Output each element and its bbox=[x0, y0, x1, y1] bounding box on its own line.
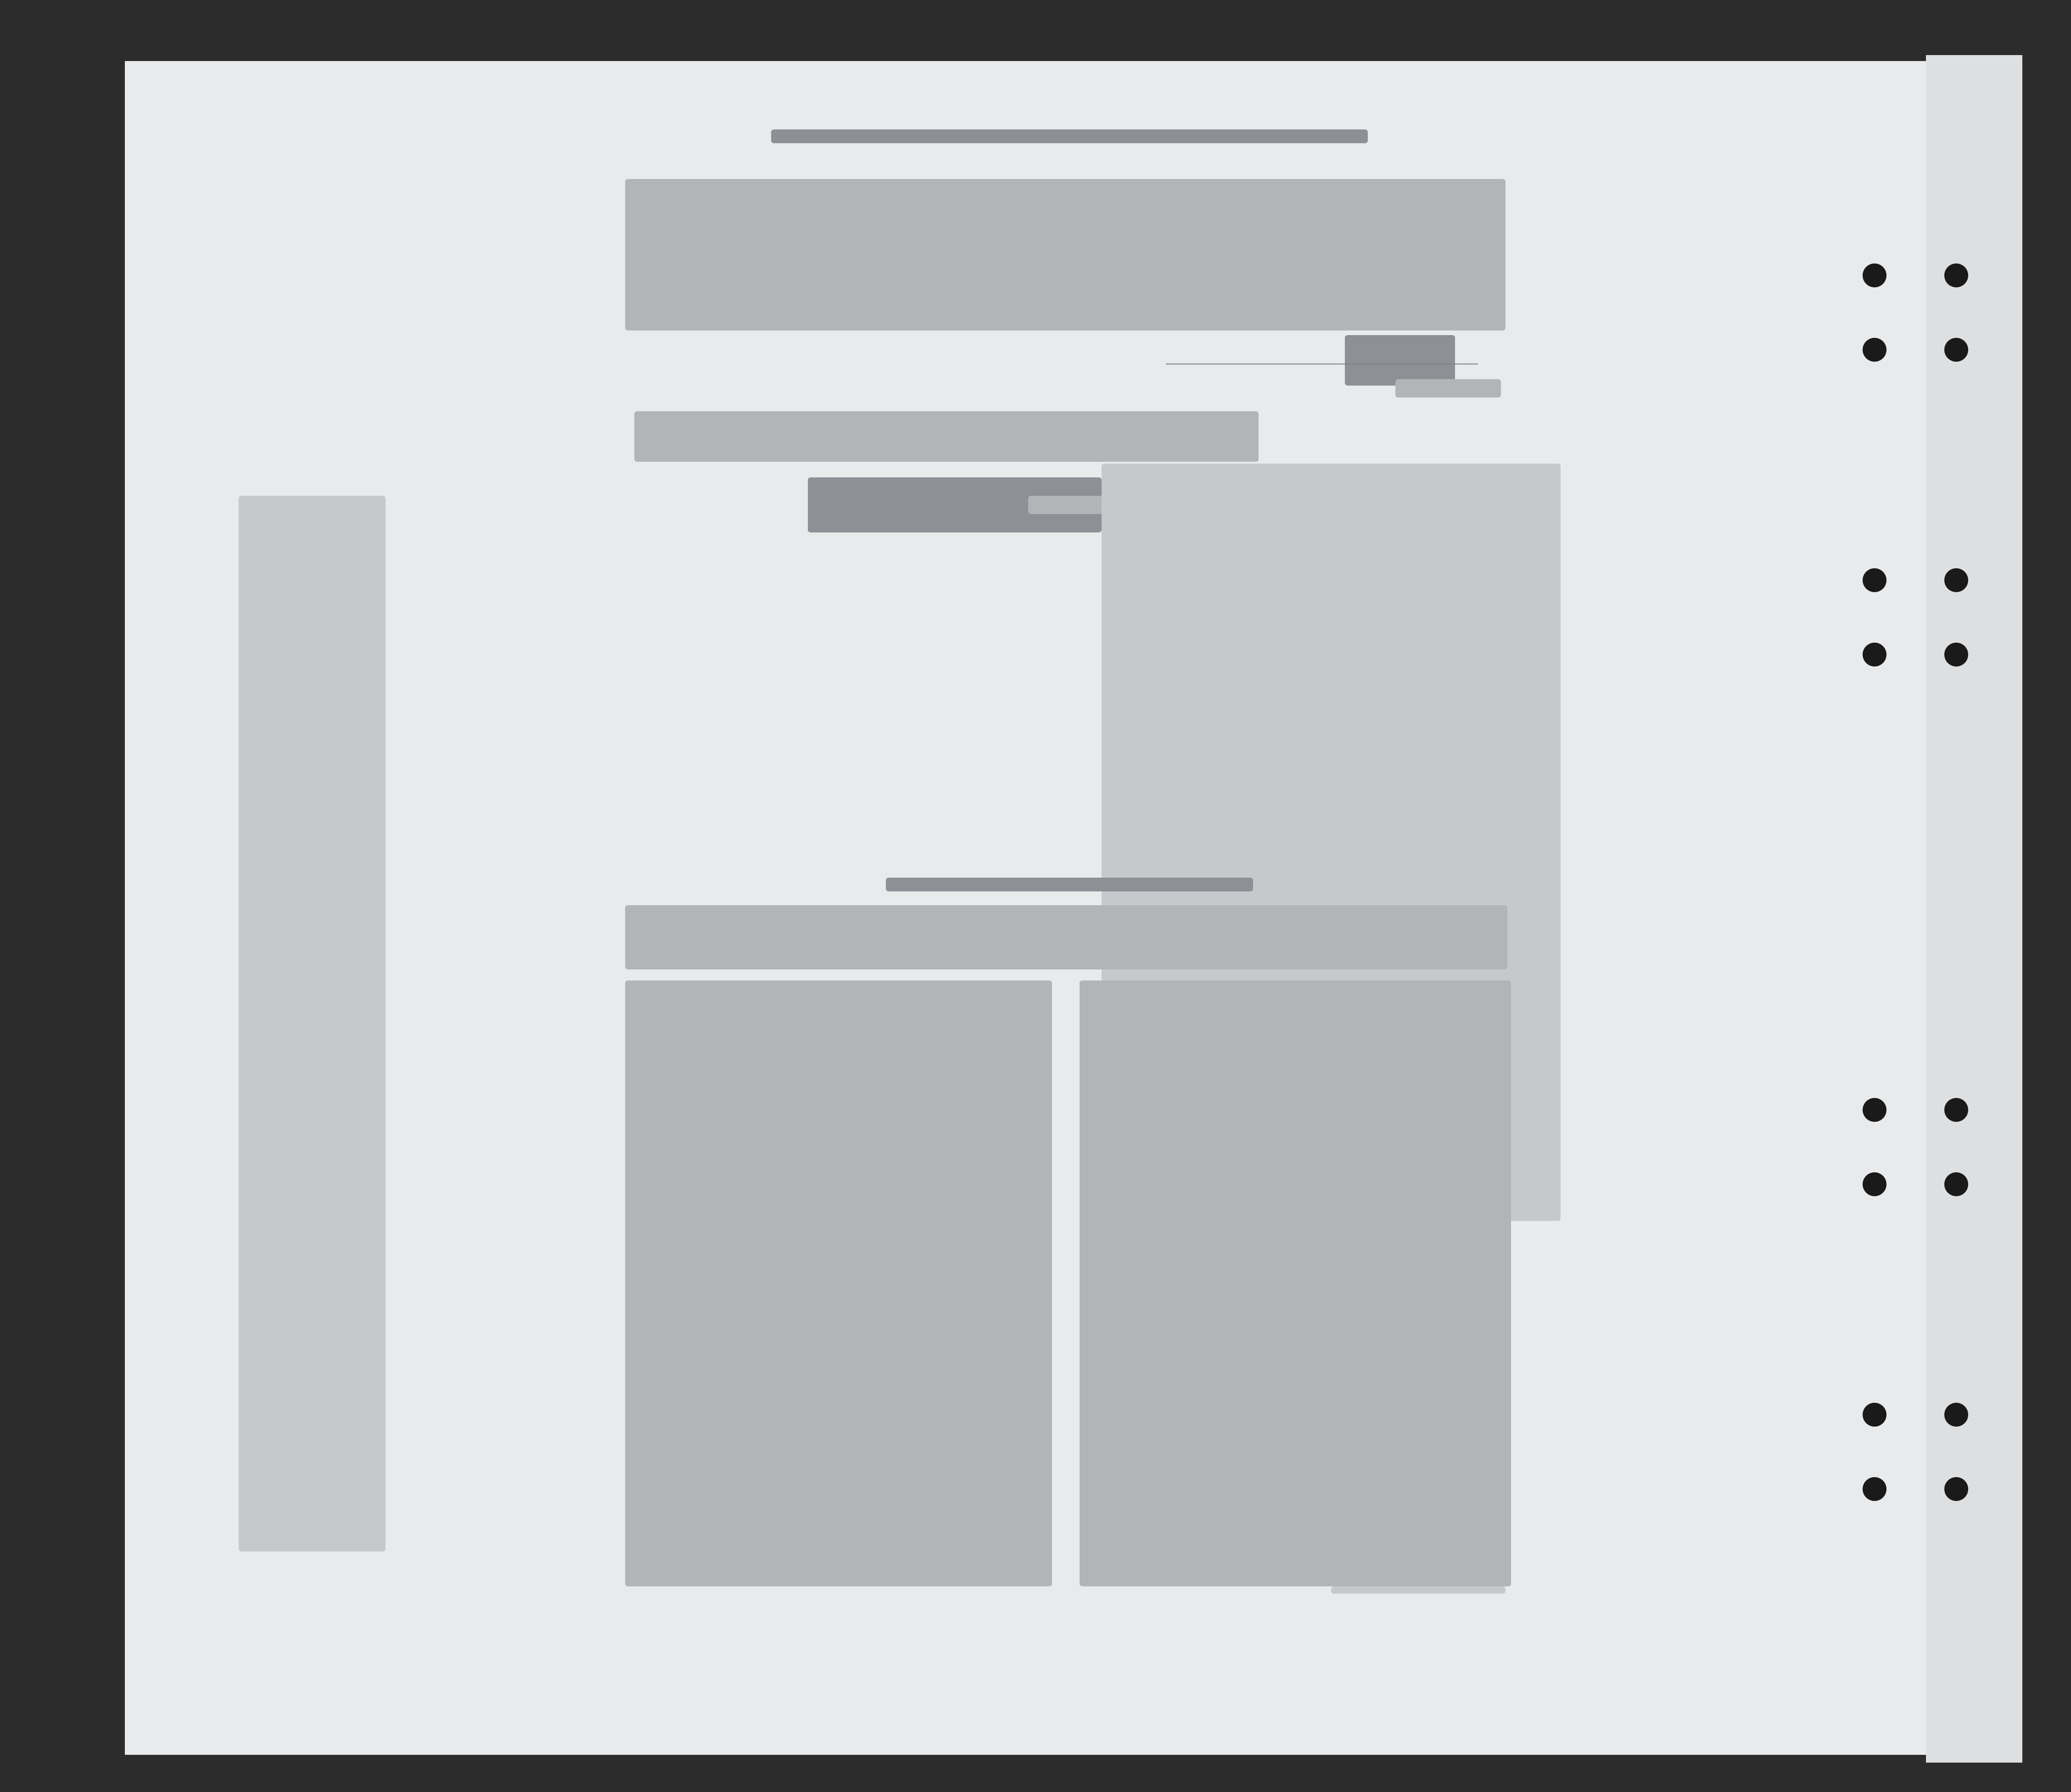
affidavit-text bbox=[625, 179, 1506, 330]
punch-hole bbox=[1863, 1477, 1886, 1501]
printer-imprint bbox=[1331, 1586, 1506, 1594]
punch-hole bbox=[1944, 568, 1968, 592]
officer-signature bbox=[1345, 335, 1455, 386]
punch-hole bbox=[1944, 1098, 1968, 1122]
punch-hole bbox=[1863, 1403, 1886, 1427]
punch-hole bbox=[1863, 1172, 1886, 1196]
instructions-heading bbox=[886, 878, 1253, 891]
affidavit-heading bbox=[771, 129, 1368, 143]
faint-bleedthrough-left bbox=[239, 496, 386, 1551]
punch-hole bbox=[1863, 263, 1886, 287]
adjacent-sheet-edge bbox=[1926, 55, 2022, 1763]
punch-hole bbox=[1863, 338, 1886, 362]
punch-hole bbox=[1944, 263, 1968, 287]
sworn-statement bbox=[634, 411, 1259, 462]
instructions-column-left bbox=[625, 980, 1052, 1586]
punch-hole bbox=[1863, 643, 1886, 666]
punch-hole bbox=[1944, 1477, 1968, 1501]
punch-hole bbox=[1863, 1098, 1886, 1122]
punch-hole bbox=[1863, 568, 1886, 592]
instructions-intro bbox=[625, 905, 1507, 969]
punch-hole bbox=[1944, 643, 1968, 666]
punch-hole bbox=[1944, 1403, 1968, 1427]
officer-title bbox=[1395, 379, 1501, 398]
punch-hole bbox=[1944, 338, 1968, 362]
punch-hole bbox=[1944, 1172, 1968, 1196]
instructions-column-right bbox=[1080, 980, 1511, 1586]
